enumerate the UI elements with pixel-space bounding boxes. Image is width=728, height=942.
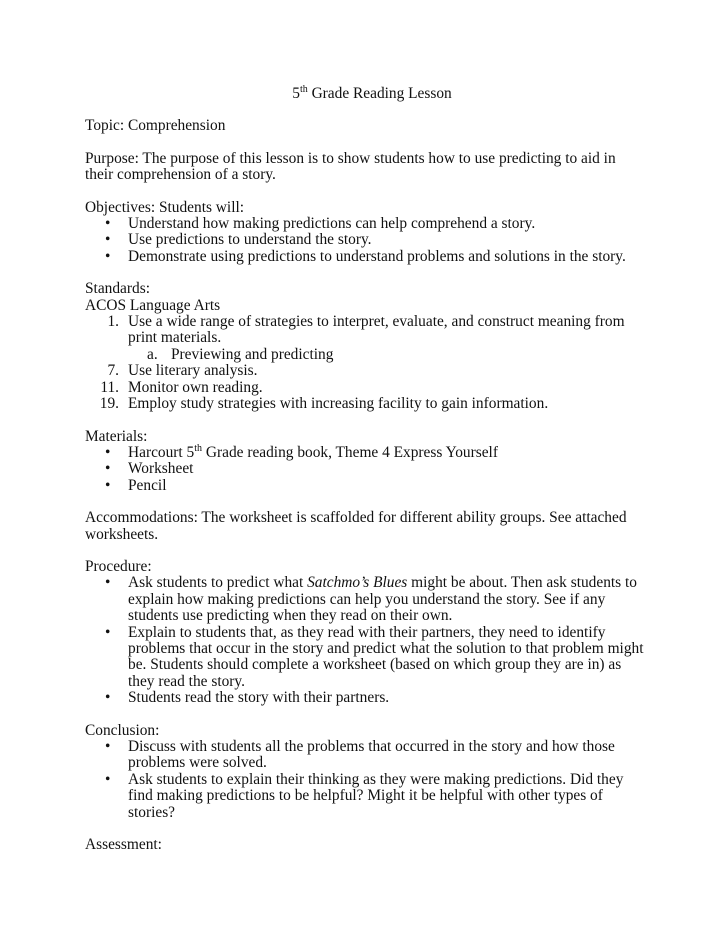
conclusion-heading: Conclusion:: [85, 721, 160, 739]
list-item: • Ask students to predict what Satchmo’s Blues might be about. Then ask students to explain how making predictions can help you understand the story. See if any students use predicting when they read on their own.: [85, 575, 645, 624]
materials-section: [85, 429, 645, 495]
procedure-section: [85, 559, 645, 707]
conclusion-section: [85, 723, 645, 821]
procedure-heading: Procedure:: [85, 557, 152, 575]
list-item: • Ask students to explain their thinking as they were making predictions. Did they find making predictions to be helpful? Might it be helpful with other types of stories?: [85, 772, 645, 821]
list-item: • Explain to students that, as they read with their partners, they need to identify problems that occur in the story and predict what the solution to that problem might be. Students should complete a worksheet (based on which group they are in) as they read the story.: [85, 625, 645, 691]
objectives-section: [85, 200, 645, 266]
standards-heading: Standards:: [85, 280, 150, 298]
list-item: 19. Employ study strategies with increasing facility to gain information.: [99, 395, 549, 413]
list-item: 11. Monitor own reading.: [100, 378, 263, 396]
accommodations-paragraph: Accommodations: The worksheet is scaffolded for different ability groups. See attached worksheets.: [85, 509, 627, 543]
assessment-heading: Assessment:: [85, 836, 162, 854]
list-item: 7. Use literary analysis.: [107, 362, 258, 380]
list-item: 1. Use a wide range of strategies to interpret, evaluate, and construct meaning from print materials.: [107, 313, 625, 347]
list-item: • Understand how making predictions can help comprehend a story.: [85, 216, 645, 232]
topic-line: Topic: Comprehension: [85, 117, 226, 135]
list-item: • Discuss with students all the problems that occurred in the story and how those problems were solved.: [85, 739, 645, 772]
list-item: a. Previewing and predicting: [147, 345, 334, 363]
standards-section: [85, 281, 645, 412]
conclusion-list: [85, 739, 645, 821]
objectives-list: [85, 216, 645, 265]
page-title: 5th Grade Reading Lesson: [292, 83, 452, 102]
list-item: • Worksheet: [85, 461, 645, 477]
procedure-list: [85, 575, 645, 706]
objectives-heading: Objectives: Students will:: [85, 198, 245, 216]
document-page: [85, 83, 645, 854]
standards-list-continued: [85, 363, 645, 412]
materials-list: [85, 442, 645, 494]
list-item: • Demonstrate using predictions to understand problems and solutions in the story.: [85, 249, 645, 265]
list-item: • Students read the story with their partners.: [85, 690, 645, 706]
list-item: • Use predictions to understand the story.: [85, 232, 645, 248]
list-item: • Pencil: [85, 478, 645, 494]
purpose-paragraph: Purpose: The purpose of this lesson is to show students how to use predicting to aid in their comprehension of a story.: [85, 149, 616, 184]
standards-subheading: ACOS Language Arts: [85, 296, 221, 314]
book-title: Satchmo’s Blues: [307, 574, 408, 592]
materials-heading: Materials:: [85, 427, 148, 445]
list-item: • Harcourt 5th Grade reading book, Theme 4 Express Yourself: [85, 445, 645, 461]
standards-list: [85, 314, 645, 347]
